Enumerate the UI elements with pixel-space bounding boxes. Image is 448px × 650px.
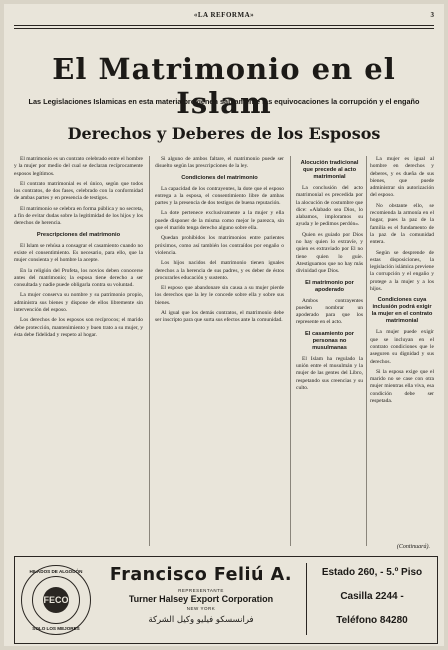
feco-logo-icon: FECO	[43, 587, 69, 613]
paragraph: La conclusión del acto matrimonial es precedida por la alocución de costumbre que dice: «Alabado sea Dios, lo alabamos, imploramos su ayuda y le pedimos perdón».	[296, 185, 363, 228]
section-heading: Alocución tradicional que precede al acto matrimonial	[300, 160, 359, 180]
paragraph: Si la esposa exige que el marido no se case con otra mujer mientras ella viva, esa condición debe ser respetada.	[370, 368, 434, 405]
paragraph: El Islam se rehúsa a consagrar el casamiento cuando no existe el consentimiento. Es necesario, para ello, que la mujer consienta y el hombre la acepte.	[14, 242, 143, 264]
company-city: NEW YORK	[186, 606, 216, 611]
paragraph: La mujer es igual al hombre en derechos y deberes, y es dueña de sus bienes, que puede administrar sin autorización del esposo.	[370, 156, 434, 199]
newspaper-page	[4, 4, 444, 646]
ad-divider	[306, 563, 307, 635]
article-columns	[14, 156, 434, 546]
paragraph: En la religión del Profeta, los novios deben conocerse antes del matrimonio; la esposa tiene derecho a ser consultada y nadie puede obligarla contra su voluntad.	[14, 267, 143, 289]
advertiser-name: Francisco Feliú A.	[109, 565, 293, 585]
paragraph: Si alguno de ambos faltare, el matrimonio puede ser disuelto según las prescripciones de la ley.	[155, 156, 284, 170]
paragraph: Según se desprende de estas disposiciones, la legislación islámica previene la corrupción y el engaño y protege a la mujer y a los hijos.	[370, 249, 434, 293]
column-3	[296, 156, 363, 546]
column-1	[14, 156, 143, 546]
seal-top-text: HILADOS DE ALGODÓN	[29, 569, 83, 574]
seal-logo	[21, 565, 91, 635]
advertisement	[14, 556, 438, 644]
paragraph: La dote pertenece exclusivamente a la mujer y ella puede disponer de la misma como mejor le parezca, sin que el marido tenga derecho alguno sobre ella.	[155, 210, 284, 232]
paragraph: Los hijos nacidos del matrimonio tienen iguales derechos a la herencia de sus padres, y es deber de éstos procurarles educación y sustento.	[155, 260, 284, 281]
paragraph: No obstante ello, se recomienda la armonía en el hogar, pues la paz de la familia es el fundamento de la paz de la comunidad entera.	[370, 202, 434, 246]
column-divider	[149, 156, 150, 546]
page-number: 3	[430, 11, 434, 19]
representative-label: REPRESENTANTE	[178, 588, 224, 593]
paragraph: La mujer puede exigir que se incluyan en el contrato condiciones que le aseguren su dignidad y sus derechos.	[370, 329, 434, 365]
arabic-text: فرانسسكو فيليو وكيل الشركة	[148, 615, 254, 625]
paragraph: Al igual que los demás contratos, el matrimonio debe ser inscripto para que surta sus efectos ante la comunidad.	[155, 310, 284, 324]
paragraph: La capacidad de los contrayentes, la dote que el esposo entrega a la esposa, el consentimiento libre de ambas partes y la presencia de dos testigos de buena reputación.	[155, 185, 284, 207]
seal-bottom-text: SOLO LOS MEJORES	[32, 626, 80, 631]
paragraph: El Islam ha regulado la unión entre el musulmán y la mujer de las gentes del Libro, respetando sus creencias y su culto.	[296, 355, 363, 391]
article-subheadline: Derechos y Deberes de los Esposos	[67, 124, 381, 143]
running-head	[14, 11, 434, 23]
address: Estado 260, - 5.º Piso	[321, 567, 423, 578]
paragraph: La mujer conserva su nombre y su patrimonio propio, administra sus bienes y dispone de ellos libremente sin intervención del esposo.	[14, 292, 143, 314]
company-name: Turner Halsey Export Corporation	[128, 594, 274, 604]
paragraph: El contrato matrimonial es el único, según que todos los contratos, de dos fases, celebrado con la conformidad de ambas partes y en presencia de testigos.	[14, 180, 143, 202]
running-head-title: «LA REFORMA»	[193, 11, 255, 19]
section-heading: El matrimonio por apoderado	[305, 279, 354, 293]
column-divider	[290, 156, 291, 546]
section-heading: El casamiento por personas no musulmanas	[305, 330, 354, 351]
header-rule	[14, 25, 434, 26]
paragraph: Ambos contrayentes pueden nombrar un apoderado para que los represente en el acto.	[296, 297, 363, 326]
paragraph: El esposo que abandonare sin causa a su mujer pierde los derechos que la ley le concede sobre ella y sobre sus bienes.	[155, 285, 284, 306]
paragraph: Quedan prohibidos los matrimonios entre parientes próximos, como así también los contraídos por engaño o violencia.	[155, 235, 284, 256]
casilla: Casilla 2244 -	[340, 591, 404, 602]
section-heading: Condiciones cuya inclusión podrá exigir la mujer en el contrato matrimonial	[371, 297, 433, 325]
continues-note: (Continuará).	[396, 544, 430, 550]
section-heading: Prescripciones del matrimonio	[36, 231, 121, 238]
column-4	[370, 156, 434, 546]
paragraph: Quien es guiado por Dios no hay quien lo extravíe, y quien es extraviado por El no tiene quien lo guíe. Atestiguamos que no hay más divinidad que Dios.	[296, 231, 363, 275]
paragraph: El matrimonio se celebra en forma pública y no secreta, a fin de evitar dudas sobre la legitimidad de los hijos y los derechos de herencia.	[14, 205, 143, 227]
article-deck: Las Legislaciones Islamicas en esta materia previenen sabiamente las equivocaciones la corrupción y el engaño	[28, 97, 420, 106]
column-2	[155, 156, 284, 546]
seal-inner-ring	[32, 576, 80, 624]
header-rule-thin	[14, 28, 434, 29]
paragraph: Los derechos de los esposos son recíprocos; el marido debe protección, mantenimiento y buen trato a su mujer, y ésta debe fidelidad y respeto al hogar.	[14, 317, 143, 338]
paragraph: El matrimonio es un contrato celebrado entre el hombre y la mujer por medio del cual se declaran recíprocamente esposos legítimos.	[14, 156, 143, 177]
column-divider	[366, 156, 367, 546]
section-heading: Condiciones del matrimonio	[181, 174, 258, 181]
article-headline: El Matrimonio en el Islam	[52, 52, 396, 120]
telephone: Teléfono 84280	[336, 615, 408, 626]
